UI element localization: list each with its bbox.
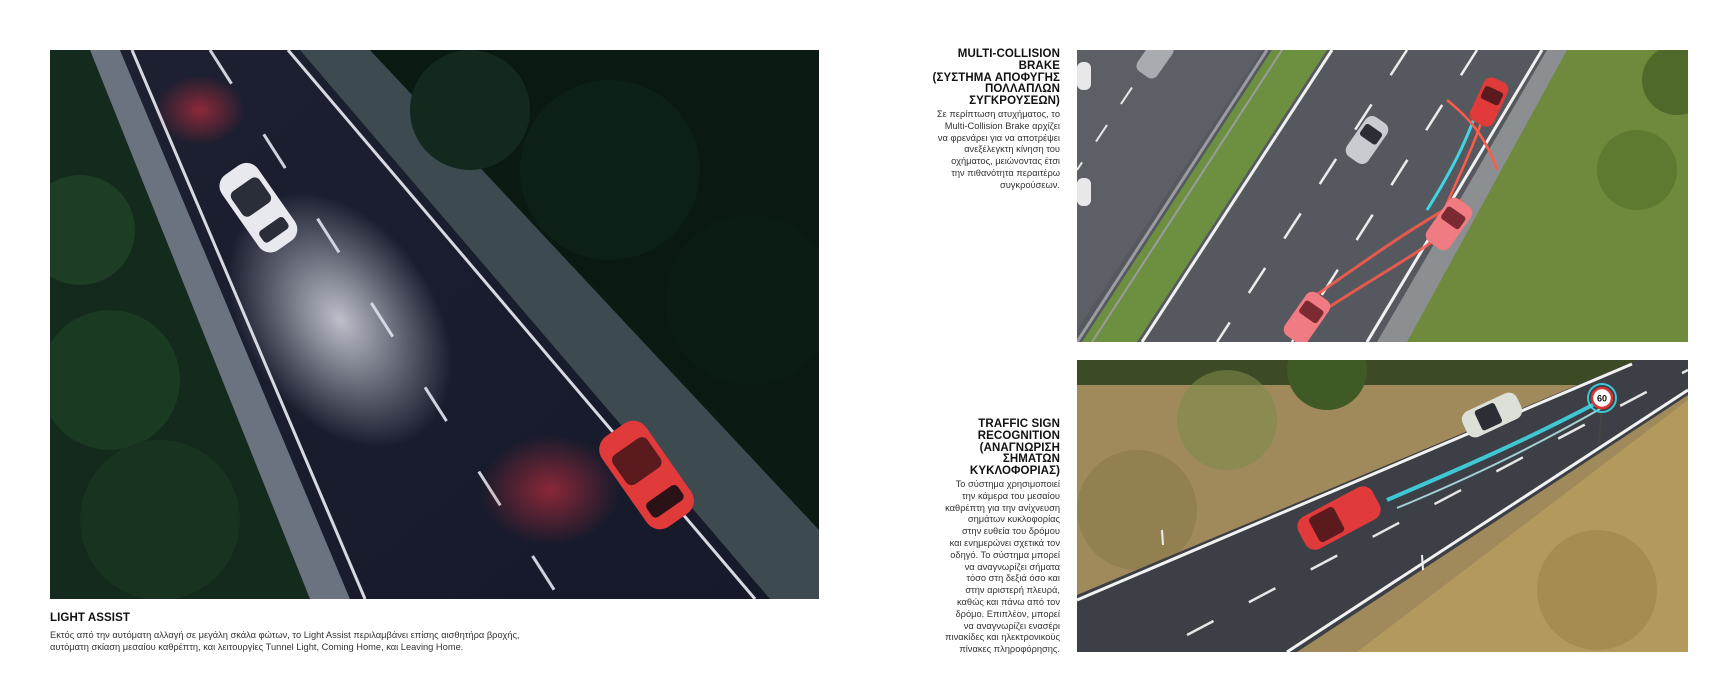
multi-collision-image xyxy=(1077,50,1688,342)
body-line: οδηγό. Το σύστημα μπορεί xyxy=(950,549,1060,560)
body-line: καθώς και πάνω από τον xyxy=(956,596,1060,607)
title-line: MULTI-COLLISION xyxy=(957,48,1060,60)
title-line: BRAKE xyxy=(1018,59,1060,72)
body-line: Σε περίπτωση ατυχήματος, το xyxy=(936,109,1060,119)
title-line: TRAFFIC SIGN xyxy=(978,418,1060,430)
body-line: να αναγνωρίζει σήματα xyxy=(964,561,1060,572)
body-line: οχήματος, μειώνοντας έτσι xyxy=(951,156,1060,167)
multi-collision-title xyxy=(920,49,1060,108)
light-assist-image xyxy=(50,50,819,599)
multi-collision-description xyxy=(920,109,1060,192)
title-line: (ΑΝΑΓΝΩΡΙΣΗ xyxy=(979,441,1060,454)
body-line: σημάτων κυκλοφορίας xyxy=(967,514,1060,525)
body-line: πινακίδες και ηλεκτρονικούς xyxy=(945,632,1060,643)
body-line: δρόμο. Επιπλέον, μπορεί xyxy=(955,608,1060,619)
traffic-sign-image xyxy=(1077,360,1688,652)
light-assist-description xyxy=(50,630,610,654)
body-line: στην ευθεία του δρόμου xyxy=(961,526,1060,537)
speed-limit-sign-label: 60 xyxy=(1596,393,1608,404)
title-line: ΣΗΜΑΤΩΝ xyxy=(1002,453,1060,466)
traffic-sign-title xyxy=(920,419,1060,478)
title-line: ΣΥΓΚΡΟΥΣΕΩΝ) xyxy=(969,95,1060,108)
body-line: να φρενάρει για να αποτρέψει xyxy=(937,132,1060,143)
body-line: την πιθανότητα περαιτέρω xyxy=(951,167,1060,178)
body-line: Το σύστημα χρησιμοποιεί xyxy=(955,479,1060,489)
body-line: τόσο στη δεξιά όσο και xyxy=(966,573,1060,584)
title-line: ΠΟΛΛΑΠΛΩΝ xyxy=(985,83,1060,96)
body-line: Multi-Collision Brake αρχίζει xyxy=(944,120,1060,131)
body-line: ανεξέλεγκτη κίνηση του xyxy=(964,144,1060,155)
traffic-sign-description xyxy=(920,479,1060,656)
light-assist-title: LIGHT ASSIST xyxy=(50,612,130,624)
body-line: στην αριστερή πλευρά, xyxy=(965,585,1060,596)
body-line: πίνακες πληροφόρησης. xyxy=(959,644,1060,655)
body-line: συγκρούσεων. xyxy=(999,179,1060,190)
body-line: και ενημερώνει σχετικά τον xyxy=(949,537,1060,548)
title-line: (ΣΥΣΤΗΜΑ ΑΠΟΦΥΓΗΣ xyxy=(932,71,1060,84)
body-line: καθρέπτη για την ανίχνευση xyxy=(945,502,1060,513)
light-assist-line: Εκτός από την αυτόματη αλλαγή σε μεγάλη σκάλα φώτων, το Light Assist περιλαμβάνει επίσης αισθητήρα βροχής, xyxy=(50,630,520,640)
light-assist-line: αυτόματη σκίαση μεσαίου καθρέπτη, και λειτουργίες Tunnel Light, Coming Home, και Leaving Home. xyxy=(50,641,464,652)
body-line: να αναγνωρίζει ενασέρι xyxy=(963,620,1060,631)
title-line: ΚΥΚΛΟΦΟΡΙΑΣ) xyxy=(969,465,1060,478)
body-line: την κάμερα του μεσαίου xyxy=(961,490,1060,501)
title-line: RECOGNITION xyxy=(977,429,1060,442)
